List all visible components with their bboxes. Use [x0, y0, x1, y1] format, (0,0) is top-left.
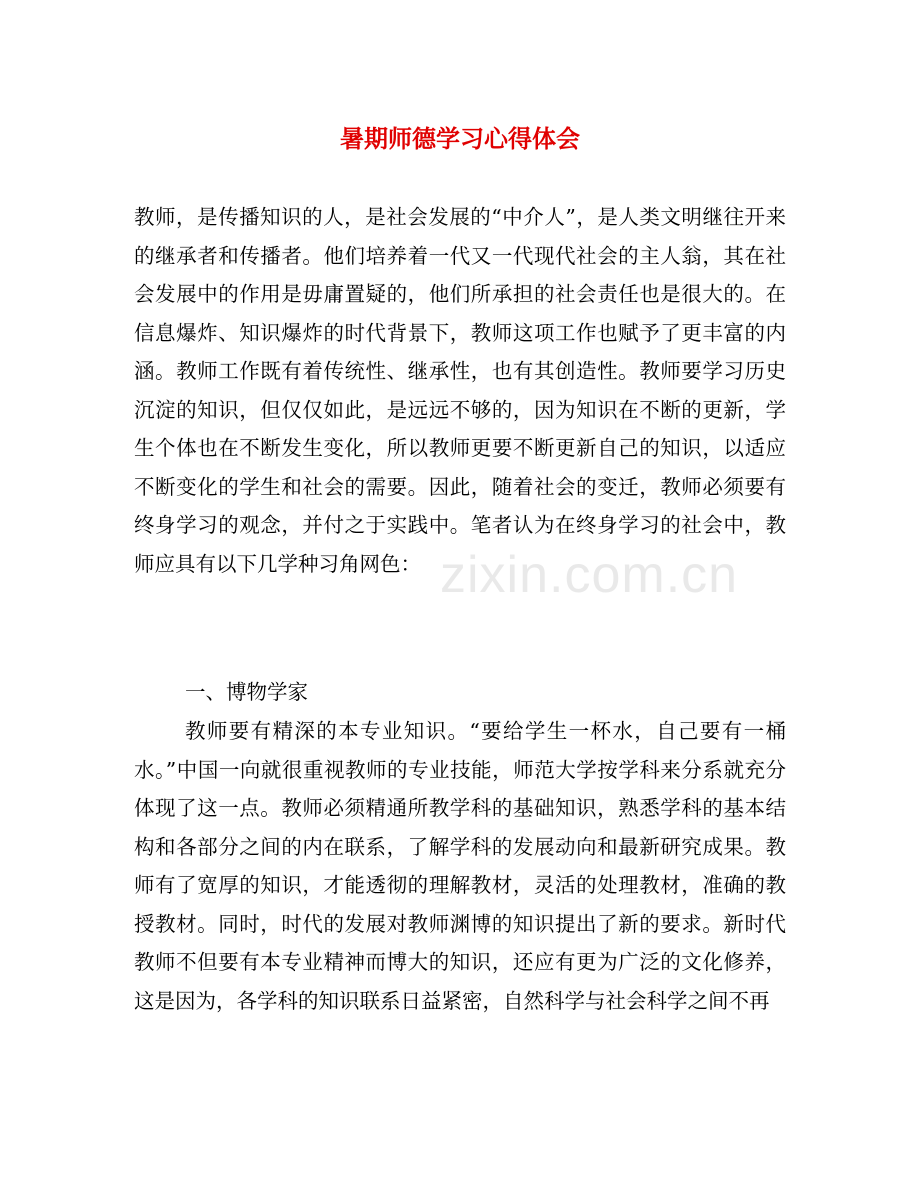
paragraph-intro: 教师，是传播知识的人，是社会发展的“中介人”，是人类文明继往开来的继承者和传播者。他们培养着一代又一代现代社会的主人翁，其在社会发展中的作用是毋庸置疑的，他们所承担的社会责任也是很大的。在信息爆炸、知识爆炸的时代背景下，教师这项工作也赋予了更丰富的内涵。教师工作既有着传统性、继承性，也有其创造性。教师要学习历史沉淀的知识，但仅仅如此，是远远不够的，因为知识在不断的更新，学生个体也在不断发生变化，所以教师更要不断更新自己的知识，以适应不断变化的学生和社会的需要。因此，随着社会的变迁，教师必须要有终身学习的观念，并付之于实践中。笔者认为在终身学习的社会中，教师应具有以下几学种习角网色： [134, 205, 786, 576]
document-title: 暑期师德学习心得体会 [340, 124, 580, 153]
watermark: zixin.com.cn [440, 546, 739, 604]
section-heading-polymath: 一、博物学家 [185, 680, 308, 704]
paragraph-polymath: 教师要有精深的本专业知识。“要给学生一杯水，自己要有一桶水。”中国一向就很重视教师的专业技能，师范大学按学科来分系就充分体现了这一点。教师必须精通所教学科的基础知识，熟悉学科的基本结构和各部分之间的内在联系，了解学科的发展动向和最新研究成果。教师有了宽厚的知识，才能透彻的理解教材，灵活的处理教材，准确的教授教材。同时，时代的发展对教师渊博的知识提出了新的要求。新时代教师不但要有本专业精神而博大的知识，还应有更为广泛的文化修养，这是因为，各学科的知识联系日益紧密，自然科学与社会科学之间不再 [134, 719, 786, 1013]
